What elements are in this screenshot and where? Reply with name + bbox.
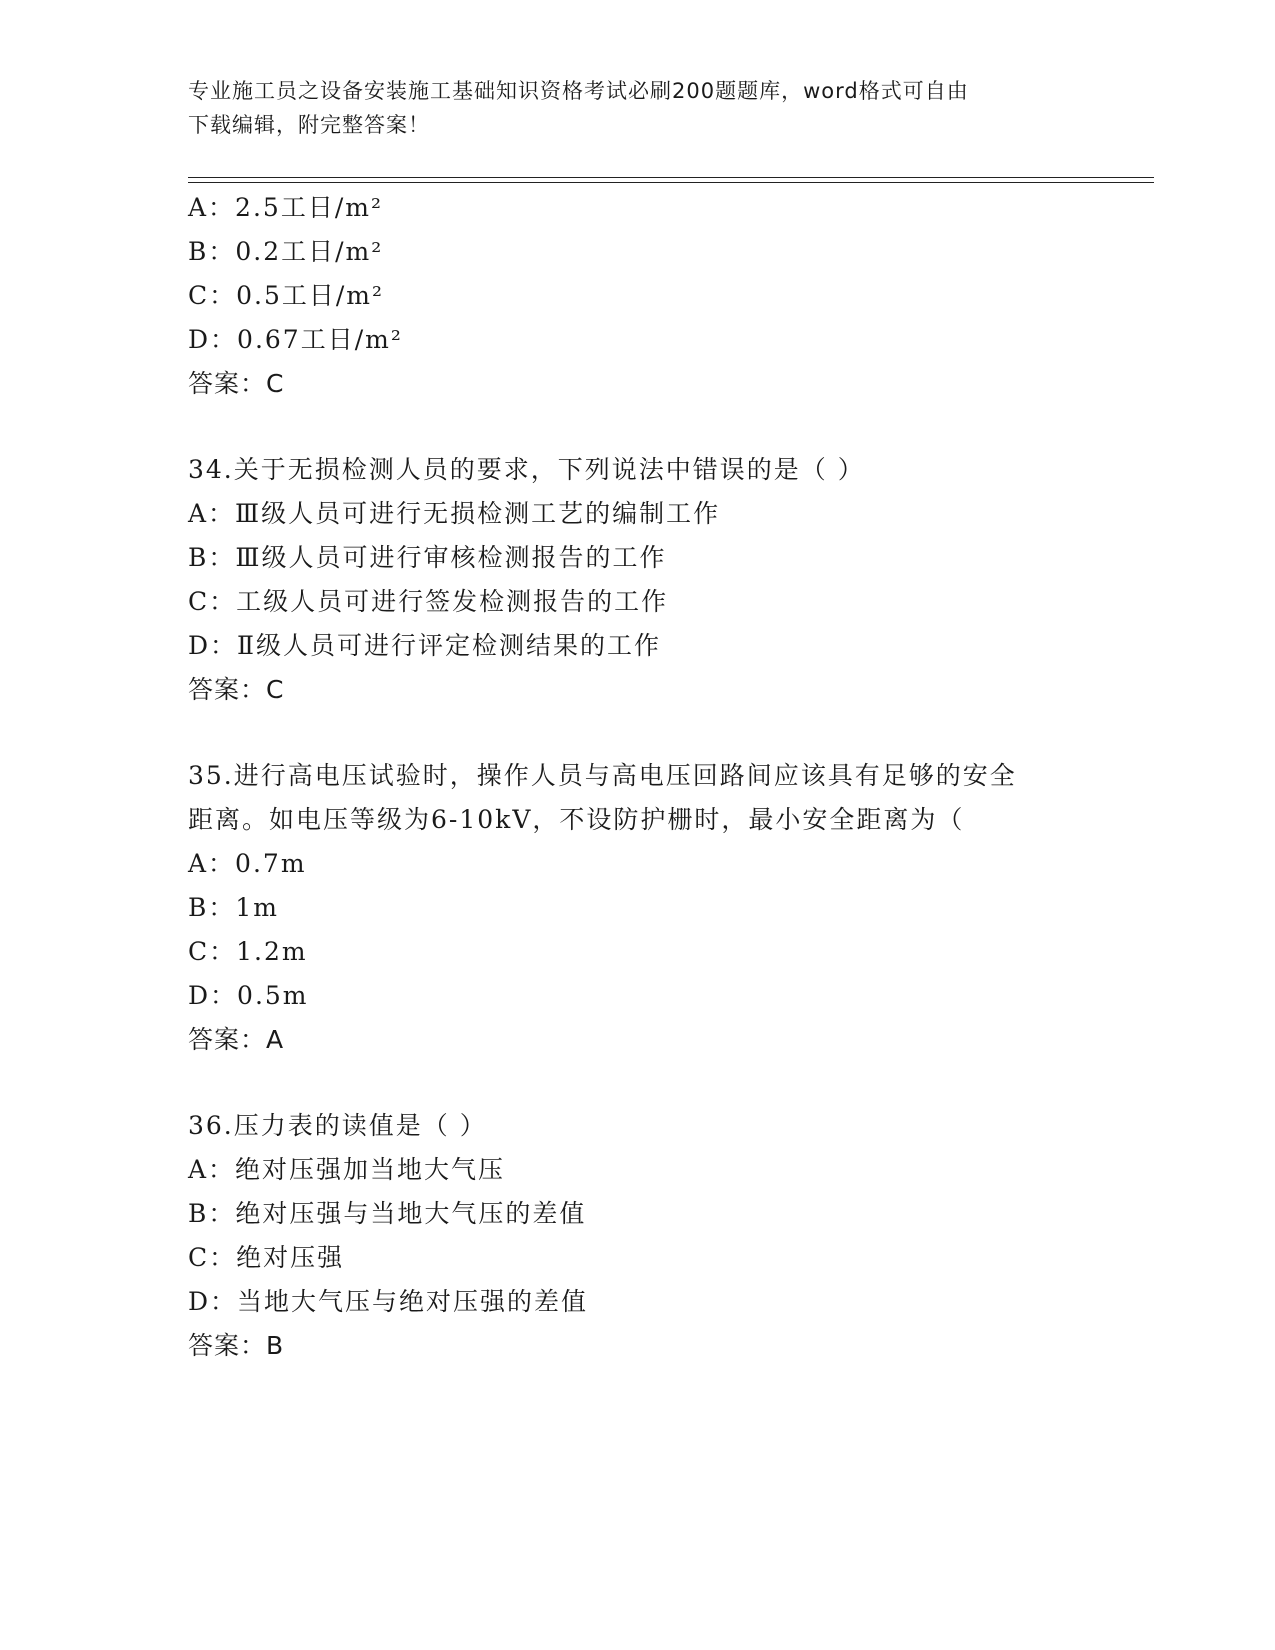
q33-option-c: C：0.5工日/m² <box>188 281 385 310</box>
q35-option-a: A：0.7m <box>188 849 307 878</box>
q35-option-d: D：0.5m <box>188 981 309 1010</box>
header-divider-top <box>188 177 1154 178</box>
q34-option-d: D：Ⅱ级人员可进行评定检测结果的工作 <box>188 631 662 660</box>
q35-option-b: B：1m <box>188 893 279 922</box>
q35-option-c: C：1.2m <box>188 937 308 966</box>
q36-option-b: B：绝对压强与当地大气压的差值 <box>188 1199 587 1228</box>
q34-option-b: B：Ⅲ级人员可进行审核检测报告的工作 <box>188 543 667 572</box>
q36-option-a: A：绝对压强加当地大气压 <box>188 1155 506 1184</box>
q36-question: 36.压力表的读值是（ ） <box>188 1111 487 1140</box>
document-header <box>188 74 1088 142</box>
q36-answer: 答案：B <box>188 1331 285 1360</box>
q33-option-b: B：0.2工日/m² <box>188 237 384 266</box>
header-line-2: 下载编辑，附完整答案！ <box>188 113 430 137</box>
q36-option-c: C：绝对压强 <box>188 1243 345 1272</box>
q34-answer: 答案：C <box>188 675 285 704</box>
q36-option-d: D：当地大气压与绝对压强的差值 <box>188 1287 589 1316</box>
q33-answer: 答案：C <box>188 369 285 398</box>
q35-question-line-1: 35.进行高电压试验时，操作人员与高电压回路间应该具有足够的安全 <box>188 761 1017 790</box>
q34-option-a: A：Ⅲ级人员可进行无损检测工艺的编制工作 <box>188 499 721 528</box>
header-line-1: 专业施工员之设备安装施工基础知识资格考试必刷200题题库，word格式可自由 <box>188 79 969 103</box>
q34-option-c: C：工级人员可进行签发检测报告的工作 <box>188 587 669 616</box>
q35-question-line-2: 距离。如电压等级为6-10kV，不设防护栅时，最小安全距离为（ <box>188 805 965 834</box>
header-divider-bottom <box>188 182 1154 183</box>
q34-question: 34.关于无损检测人员的要求，下列说法中错误的是（ ） <box>188 455 865 484</box>
q33-option-a: A：2.5工日/m² <box>188 193 383 222</box>
q35-answer: 答案：A <box>188 1025 285 1054</box>
q33-option-d: D：0.67工日/m² <box>188 325 403 354</box>
